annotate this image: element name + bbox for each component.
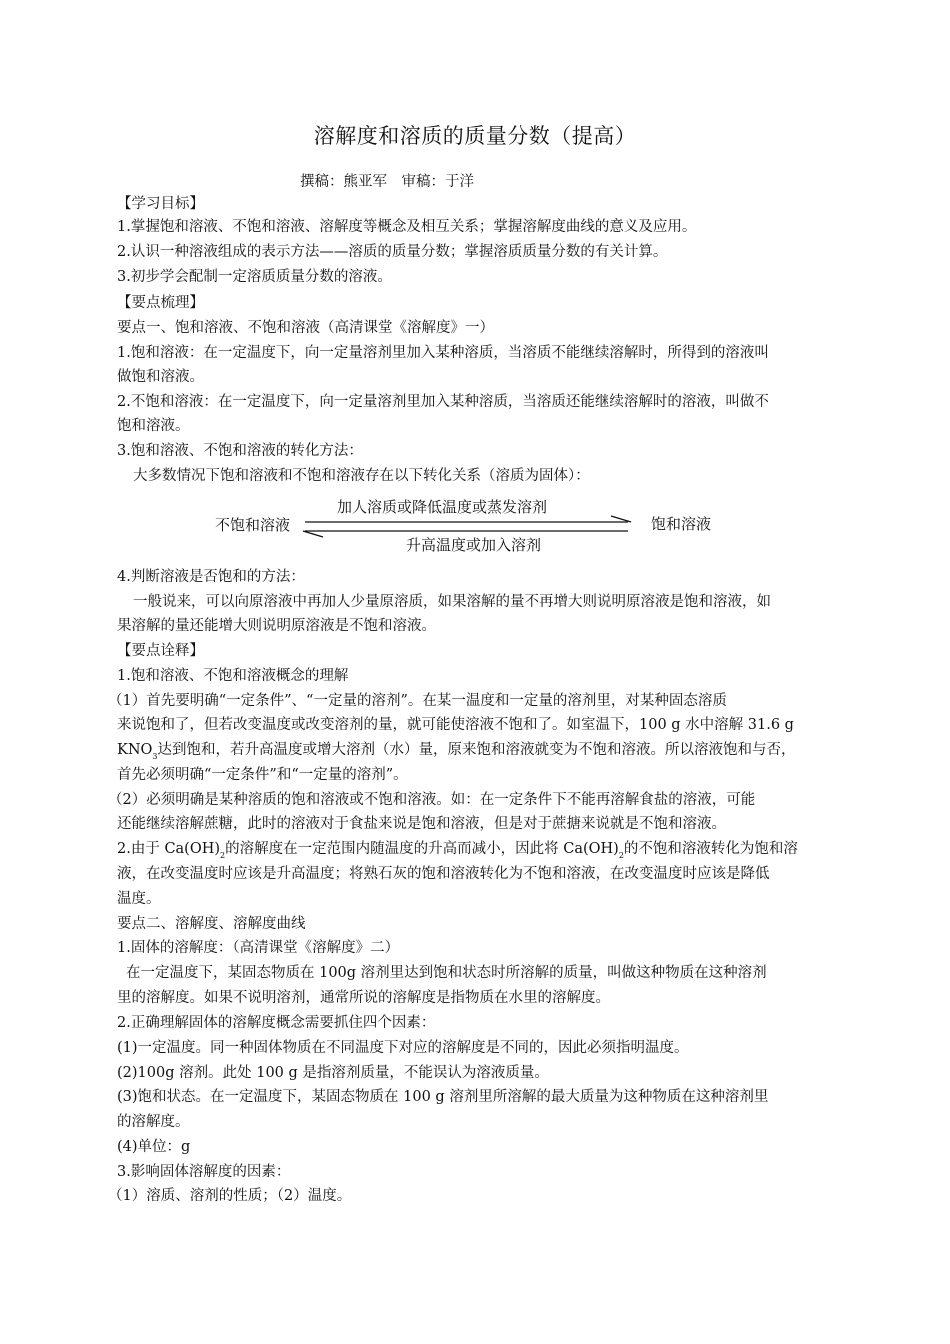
paragraph-line: 1.饱和溶液、不饱和溶液概念的理解 (117, 668, 349, 684)
author-line: 撰稿：熊亚军 审稿：于洋 (300, 174, 474, 190)
paragraph-line: 做饱和溶液。 (117, 369, 204, 385)
paragraph-line: 里的溶解度。如果不说明溶剂，通常所说的溶解度是指物质在水里的溶解度。 (117, 990, 610, 1006)
goal-item: 2.认识一种溶液组成的表示方法——溶质的质量分数；掌握溶质质量分数的有关计算。 (117, 244, 668, 260)
diagram-bottom-label: 升高温度或加入溶剂 (406, 536, 542, 554)
paragraph-line: 果溶解的量还能增大则说明原溶液是不饱和溶液。 (117, 618, 436, 634)
paragraph-line: 液，在改变温度时应该是升高温度；将熟石灰的饱和溶液转化为不饱和溶液，在改变温度时应该是降低 (117, 866, 770, 882)
goal-item: 1.掌握饱和溶液、不饱和溶液、溶解度等概念及相互关系；掌握溶解度曲线的意义及应用。 (117, 219, 697, 235)
paragraph-line: 还能继续溶解蔗糖，此时的溶液对于食盐来说是饱和溶液，但是对于蔗搪来说就是不饱和溶液。 (117, 816, 726, 832)
forward-arrow-head (611, 516, 631, 522)
subscript: 2 (618, 851, 624, 860)
text-run: 达到饱和，若升高温度或增大溶剂（水）量，原来饱和溶液就变为不饱和溶液。所以溶液饱和与否， (157, 742, 796, 758)
paragraph-line (117, 739, 857, 761)
paragraph-line (117, 838, 857, 860)
paragraph-line: 饱和溶液。 (117, 418, 190, 434)
paragraph-line: 2.不饱和溶液：在一定温度下，向一定量溶剂里加入某种溶质，当溶质还能继续溶解时的溶液，叫做不 (117, 394, 769, 410)
diagram-arrows (213, 498, 733, 558)
section-heading-explain: 【要点诠释】 (117, 643, 204, 659)
conversion-diagram (213, 498, 733, 558)
paragraph-line: (2)100g 溶剂。此处 100 g 是指溶剂质量，不能误认为溶液质量。 (117, 1065, 549, 1081)
paragraph-line: 3.饱和溶液、不饱和溶液的转化方法： (117, 443, 363, 459)
paragraph-line: (1)一定温度。同一种固体物质在不同温度下对应的溶解度是不同的，因此必须指明温度。 (117, 1040, 689, 1056)
paragraph-line: 2.正确理解固体的溶解度概念需要抓住四个因素： (117, 1015, 436, 1031)
subscript: 3 (152, 752, 158, 761)
paragraph-line: 的溶解度。 (117, 1114, 190, 1130)
paragraph-line: 一般说来，可以向原溶液中再加人少量原溶质，如果溶解的量不再增大则说明原溶液是饱和溶液，如 (133, 594, 771, 610)
point2-heading: 要点二、溶解度、溶解度曲线 (117, 916, 306, 932)
paragraph-line: 来说饱和了，但若改变温度或改变溶剂的量，就可能使溶液不饱和了。如室温下，100 g 水中溶解 31.6 g (117, 717, 794, 733)
paragraph-line: 在一定温度下，某固态物质在 100g 溶剂里达到饱和状态时所溶解的质量，叫做这种物质在这种溶剂 (126, 965, 767, 981)
paragraph-line: 大多数情况下饱和溶液和不饱和溶液存在以下转化关系（溶质为固体）： (133, 468, 590, 484)
point1-heading: 要点一、饱和溶液、不饱和溶液（高清课堂《溶解度》一） (117, 320, 494, 336)
paragraph-line: 1.饱和溶液：在一定温度下，向一定量溶剂里加入某种溶质，当溶质不能继续溶解时，所得到的溶液叫 (117, 345, 769, 361)
text-run: 的溶解度在一定范围内随温度的升高而减小，因此将 Ca(OH) (225, 841, 619, 857)
backward-arrow-head (303, 531, 323, 537)
paragraph-line: 3.影响固体溶解度的因素： (117, 1164, 291, 1180)
paragraph-line: （2）必须明确是某种溶质的饱和溶液或不饱和溶液。如：在一定条件下不能再溶解食盐的溶液，可能 (108, 792, 756, 808)
paragraph-line: 温度。 (117, 891, 161, 907)
diagram-left-label: 不饱和溶液 (215, 516, 291, 534)
diagram-right-label: 饱和溶液 (651, 515, 712, 533)
diagram-top-label: 加人溶质或降低温度或蒸发溶剂 (337, 498, 548, 516)
paragraph-line: (3)饱和状态。在一定温度下，某固态物质在 100 g 溶剂里所溶解的最大质量为这种物质在这种溶剂里 (117, 1089, 769, 1105)
paragraph-line: 首先必须明确“一定条件”和“一定量的溶剂”。 (117, 767, 408, 783)
section-heading-goals: 【学习目标】 (117, 196, 204, 212)
paragraph-line: (4)单位：g (117, 1139, 191, 1155)
subscript: 2 (220, 851, 226, 860)
paragraph-line: 1.固体的溶解度：（高清课堂《溶解度》二） (117, 940, 400, 956)
text-run: 的不饱和溶液转化为饱和溶 (623, 841, 798, 857)
text-run: 2.由于 Ca(OH) (117, 841, 221, 857)
section-heading-points: 【要点梳理】 (117, 295, 204, 311)
page-title: 溶解度和溶质的质量分数（提高） (313, 124, 637, 148)
paragraph-line: （1）首先要明确“一定条件”、“一定量的溶剂”。在某一温度和一定量的溶剂里，对某种固态溶质 (108, 693, 727, 709)
paragraph-line: （1）溶质、溶剂的性质；（2）温度。 (108, 1188, 352, 1204)
goal-item: 3.初步学会配制一定溶质质量分数的溶液。 (117, 269, 392, 285)
paragraph-line: 4.判断溶液是否饱和的方法： (117, 569, 305, 585)
kno3-formula: KNO (117, 742, 153, 758)
